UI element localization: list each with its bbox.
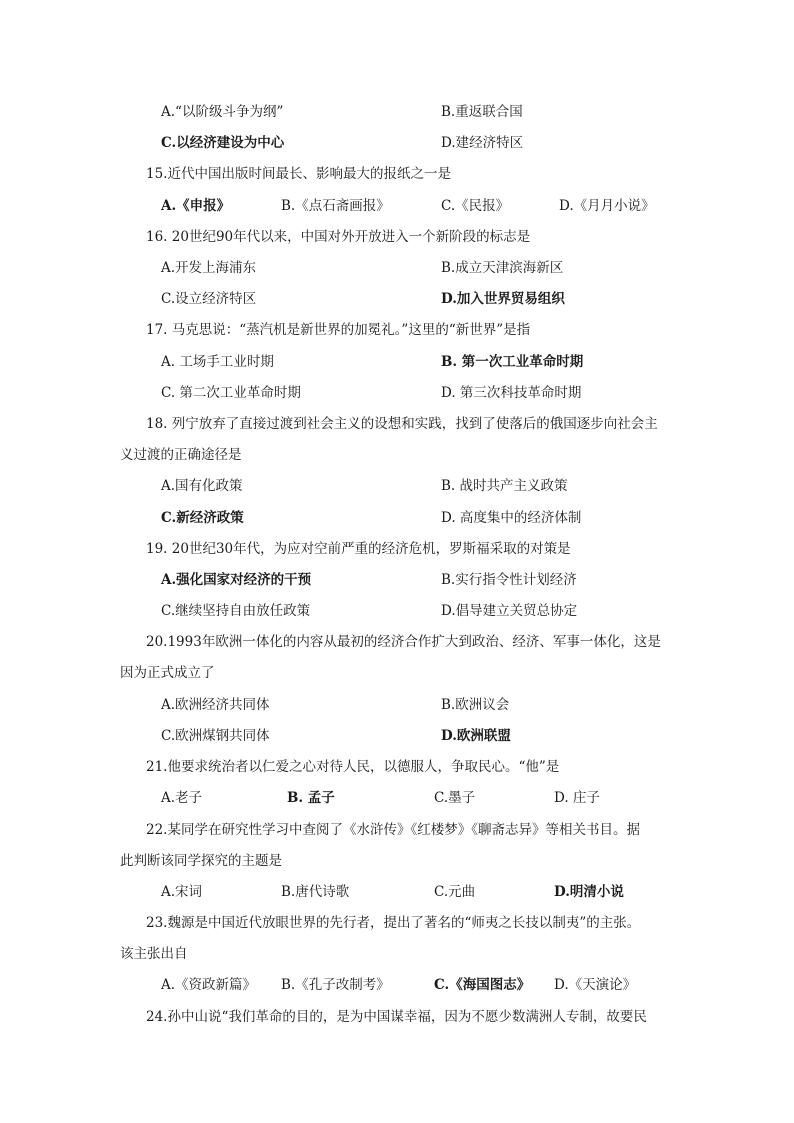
q23-option-c: C.《海国图志》 — [434, 977, 531, 993]
q22-stem-line1: 22.某同学在研究性学习中查阅了《水浒传》《红楼梦》《聊斋志异》等相关书目。据 — [146, 822, 640, 838]
q15-stem: 15.近代中国出版时间最长、影响最大的报纸之一是 — [146, 166, 451, 182]
q15-option-d: D.《月月小说》 — [559, 198, 655, 214]
q16-option-b: B.成立天津滨海新区 — [441, 260, 564, 276]
q17-option-c: C. 第二次工业革命时期 — [161, 385, 301, 401]
q21-option-c: C.墨子 — [434, 790, 476, 806]
q23-option-b: B.《孔子改制考》 — [281, 977, 390, 993]
q17-stem: 17. 马克思说：“蒸汽机是新世界的加冕礼。”这里的“新世界”是指 — [146, 322, 531, 338]
q23-option-a: A.《资政新篇》 — [161, 977, 257, 993]
q23-option-d: D.《天演论》 — [554, 977, 637, 993]
q16-option-a: A.开发上海浦东 — [161, 260, 257, 276]
q21-option-a: A.老子 — [161, 790, 203, 806]
q18-option-d: D. 高度集中的经济体制 — [441, 510, 582, 526]
q15-option-a: A.《申报》 — [161, 198, 231, 214]
q14-option-b: B.重返联合国 — [441, 104, 523, 120]
q16-option-c: C.设立经济特区 — [161, 291, 257, 307]
q22-option-c: C.元曲 — [434, 884, 476, 900]
q17-option-d: D. 第三次科技革命时期 — [441, 385, 582, 401]
q21-stem: 21.他要求统治者以仁爱之心对待人民，以德服人，争取民心。“他”是 — [146, 759, 560, 775]
q19-option-d: D.倡导建立关贸总协定 — [441, 603, 578, 619]
q19-option-b: B.实行指令性计划经济 — [441, 572, 577, 588]
q20-option-c: C.欧洲煤钢共同体 — [161, 728, 270, 744]
q20-stem-line2: 因为正式成立了 — [120, 665, 215, 681]
q22-option-b: B.唐代诗歌 — [281, 884, 350, 900]
q18-stem-line2: 义过渡的正确途径是 — [120, 447, 242, 463]
q16-option-d: D.加入世界贸易组织 — [441, 291, 565, 307]
q19-option-c: C.继续坚持自由放任政策 — [161, 603, 311, 619]
q17-option-b: B. 第一次工业革命时期 — [441, 354, 584, 370]
q19-option-a: A.强化国家对经济的干预 — [161, 572, 312, 588]
q22-option-a: A.宋词 — [161, 884, 203, 900]
q15-option-b: B.《点石斋画报》 — [281, 198, 390, 214]
q15-option-c: C.《民报》 — [441, 198, 510, 214]
q19-stem: 19. 20世纪30年代，为应对空前严重的经济危机，罗斯福采取的对策是 — [146, 541, 571, 557]
q18-option-b: B. 战时共产主义政策 — [441, 478, 568, 494]
q14-option-a: A.“以阶级斗争为纲” — [161, 104, 284, 120]
q22-option-d: D.明清小说 — [554, 884, 624, 900]
q18-stem-line1: 18. 列宁放弃了直接过渡到社会主义的设想和实践，找到了使落后的俄国逐步向社会主 — [146, 416, 658, 432]
q22-stem-line2: 此判断该同学探究的主题是 — [120, 853, 282, 869]
q17-option-a: A. 工场手工业时期 — [161, 354, 274, 370]
q18-option-a: A.国有化政策 — [161, 478, 243, 494]
q21-option-d: D. 庄子 — [554, 790, 600, 806]
q16-stem: 16. 20世纪90年代以来，中国对外开放进入一个新阶段的标志是 — [146, 229, 531, 245]
q24-stem-line1: 24.孙中山说“我们革命的目的，是为中国谋幸福，因为不愿少数满洲人专制，故要民 — [146, 1009, 647, 1025]
q20-stem-line1: 20.1993年欧洲一体化的内容从最初的经济合作扩大到政治、经济、军事一体化，这是 — [146, 634, 661, 650]
q14-option-d: D.建经济特区 — [441, 135, 524, 151]
q20-option-b: B.欧洲议会 — [441, 697, 510, 713]
q14-option-c: C.以经济建设为中心 — [161, 135, 285, 151]
q20-option-d: D.欧洲联盟 — [441, 728, 511, 744]
q20-option-a: A.欧洲经济共同体 — [161, 697, 270, 713]
q23-stem-line1: 23.魏源是中国近代放眼世界的先行者，提出了著名的“师夷之长技以制夷”的主张。 — [146, 915, 641, 931]
q21-option-b: B. 孟子 — [287, 790, 335, 806]
q23-stem-line2: 该主张出自 — [120, 946, 188, 962]
q18-option-c: C.新经济政策 — [161, 510, 244, 526]
